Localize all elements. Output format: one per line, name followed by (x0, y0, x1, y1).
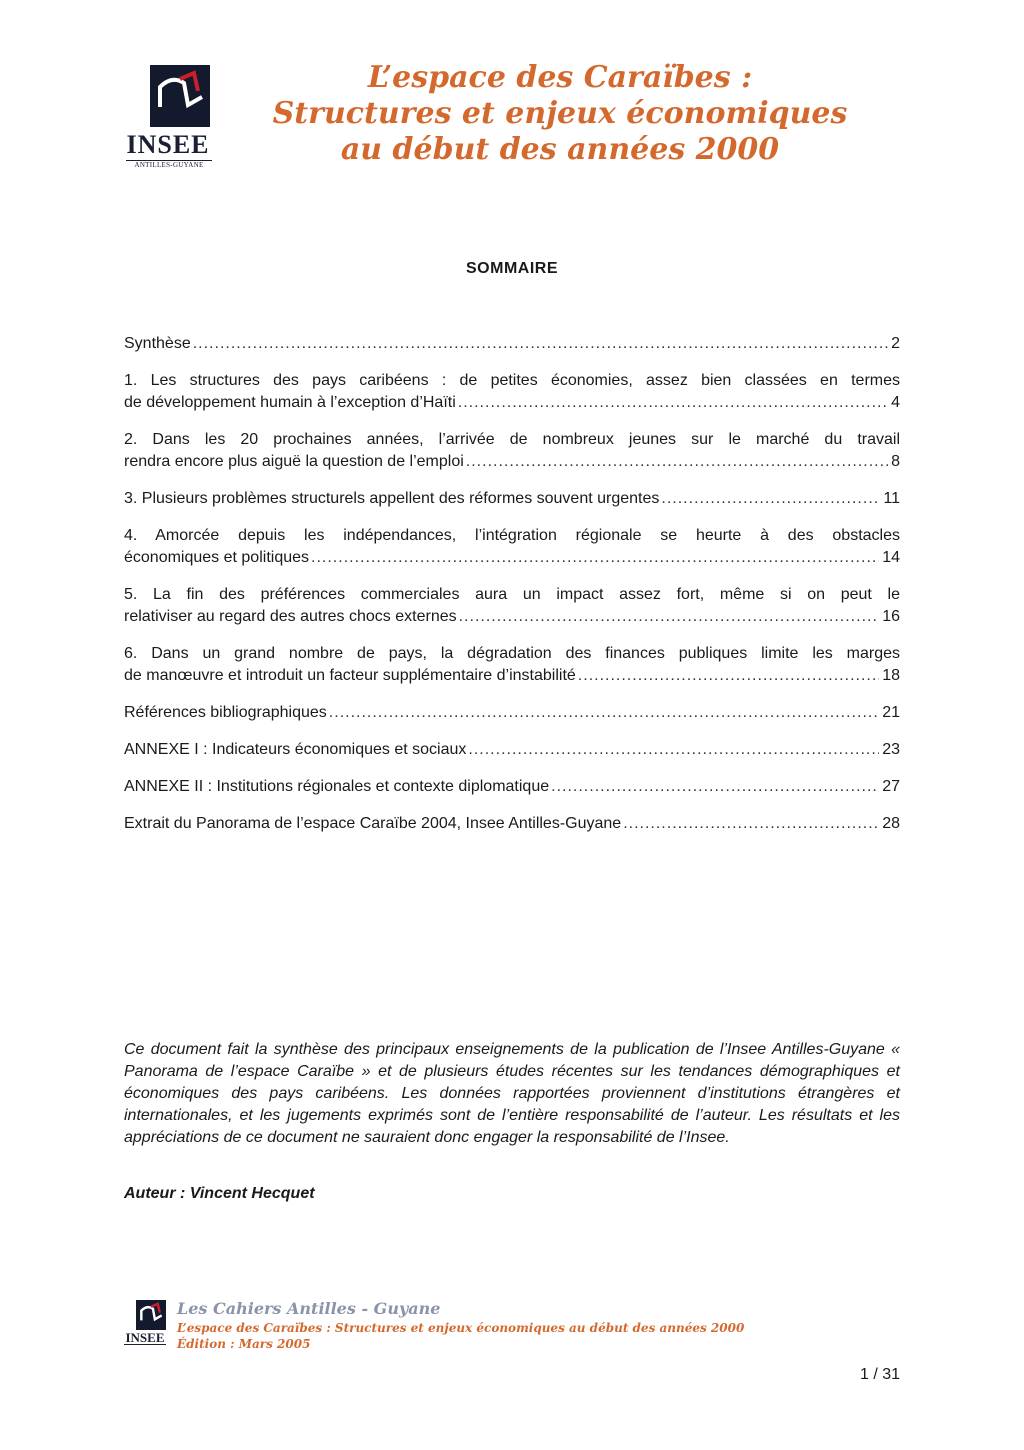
toc-entry[interactable] (124, 776, 900, 798)
toc-entry-text: 2. Dans les 20 prochaines années, l’arrivée de nombreux jeunes sur le marché du travail (124, 431, 900, 448)
leader-dots (578, 665, 879, 687)
table-of-contents (124, 333, 900, 850)
toc-page-number: 21 (882, 704, 900, 721)
toc-entry-text: économiques et politiques (124, 549, 310, 566)
toc-entry-text: 5. La fin des préférences commerciales aura un impact assez fort, même si on peut le (124, 586, 900, 603)
toc-entry-text: de manœuvre et introduit un facteur supplémentaire d’instabilité (124, 667, 576, 684)
toc-page-number: 14 (882, 549, 900, 566)
toc-entry[interactable] (124, 525, 900, 569)
leader-dots (459, 606, 880, 628)
toc-entry[interactable] (124, 739, 900, 761)
toc-entry-text: 6. Dans un grand nombre de pays, la dégradation des finances publiques limite les marges (124, 645, 900, 662)
leader-dots (458, 392, 888, 414)
toc-entry-text: 3. Plusieurs problèmes structurels appellent des réformes souvent urgentes (124, 490, 660, 507)
toc-entry[interactable] (124, 429, 900, 473)
footer-series: Les Cahiers Antilles - Guyane (177, 1299, 441, 1318)
title-line-1: L’espace des Caraïbes : (367, 60, 753, 95)
leader-dots (466, 451, 888, 473)
toc-entry[interactable] (124, 333, 900, 355)
toc-page-number: 4 (891, 394, 900, 411)
toc-page-number: 28 (882, 815, 900, 832)
toc-entry-text: Références bibliographiques (124, 704, 327, 721)
toc-entry-text: Synthèse (124, 335, 191, 352)
toc-entry-text: de développement humain à l’exception d’Haïti (124, 394, 456, 411)
toc-entry[interactable] (124, 643, 900, 687)
toc-page-number: 23 (882, 741, 900, 758)
logo-brand: INSEE (125, 1330, 165, 1345)
footer-edition: Édition : Mars 2005 (177, 1337, 311, 1351)
footer-insee-logo (122, 1298, 168, 1350)
footer-subtitle: L’espace des Caraïbes : Structures et enjeux économiques au début des années 2000 (177, 1321, 745, 1335)
author-line: Auteur : Vincent Hecquet (124, 1185, 315, 1202)
toc-entry-text: ANNEXE I : Indicateurs économiques et sociaux (124, 741, 467, 758)
logo-mark-icon (136, 1300, 166, 1330)
toc-page-number: 2 (891, 335, 900, 352)
toc-entry-text: Extrait du Panorama de l’espace Caraïbe 2004, Insee Antilles-Guyane (124, 815, 622, 832)
logo-subtitle: ANTILLES-GUYANE (126, 160, 212, 170)
leader-dots (329, 702, 879, 724)
toc-entry-text: 1. Les structures des pays caribéens : de petites économies, assez bien classées en termes (124, 372, 900, 389)
toc-page-number: 8 (891, 453, 900, 470)
toc-entry[interactable] (124, 370, 900, 414)
toc-entry-text: relativiser au regard des autres chocs externes (124, 608, 457, 625)
logo-mark-icon (150, 65, 210, 127)
toc-page-number: 18 (882, 667, 900, 684)
leader-dots (551, 776, 879, 798)
disclaimer-note: Ce document fait la synthèse des principaux enseignements de la publication de l’Insee Antilles-Guyane « Panorama de l’espace Caraïbe » et de plusieurs études récentes sur les tendances démographiques et économiques des pays caribéens. Les données rapportées proviennent d’institutions étrangères et internationales, et les jugements exprimés sont de l’entière responsabilité de l’auteur. Les résultats et les appréciations de ce document ne sauraient donc engager la responsabilité de l’Insee. (124, 1041, 900, 1146)
logo-rule (124, 1344, 166, 1347)
toc-entry[interactable] (124, 488, 900, 510)
document-title (240, 60, 880, 168)
toc-page-number: 11 (883, 490, 900, 507)
title-line-3: au début des années 2000 (340, 132, 780, 167)
toc-entry-text: ANNEXE II : Institutions régionales et contexte diplomatique (124, 778, 550, 795)
title-line-2: Structures et enjeux économiques (272, 96, 848, 131)
leader-dots (661, 488, 880, 510)
leader-dots (623, 813, 879, 835)
leader-dots (311, 547, 879, 569)
insee-logo (122, 60, 214, 170)
toc-entry[interactable] (124, 813, 900, 835)
leader-dots (193, 333, 888, 355)
toc-entry[interactable] (124, 702, 900, 724)
toc-page-number: 27 (882, 778, 900, 795)
logo-brand: INSEE (126, 130, 210, 159)
footer-credits (177, 1298, 744, 1352)
toc-entry-text: 4. Amorcée depuis les indépendances, l’intégration régionale se heurte à des obstacles (124, 527, 900, 544)
toc-page-number: 16 (882, 608, 900, 625)
page-number: 1 / 31 (859, 1366, 900, 1383)
leader-dots (468, 739, 879, 761)
toc-entry[interactable] (124, 584, 900, 628)
toc-entry-text: rendra encore plus aiguë la question de l’emploi (124, 453, 464, 470)
toc-heading: SOMMAIRE (466, 260, 558, 277)
